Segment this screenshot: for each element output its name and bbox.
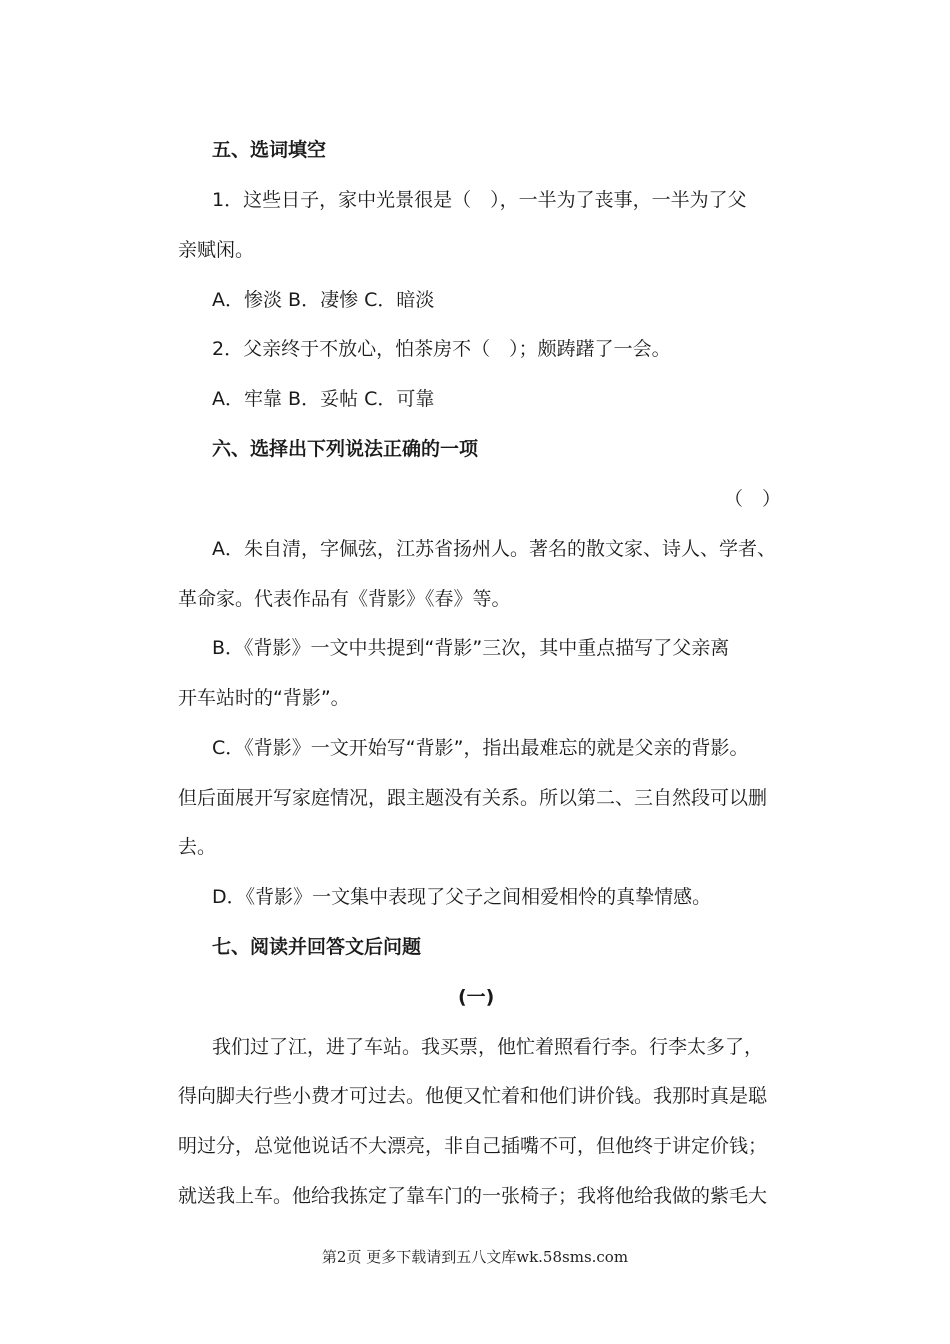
q2-line-1: 2．父亲终于不放心，怕茶房不（ ）；颇踌躇了一会。	[212, 338, 671, 360]
passage-subtitle: (一)	[458, 986, 495, 1008]
option-c-line-2: 但后面展开写家庭情况，跟主题没有关系。所以第二、三自然段可以删	[178, 787, 768, 809]
option-c-line-1: C．《背影》一文开始写“背影”，指出最难忘的就是父亲的背影。	[212, 737, 749, 759]
option-b-line-1: B．《背影》一文中共提到“背影”三次，其中重点描写了父亲离	[212, 637, 730, 659]
passage-line-2: 得向脚夫行些小费才可过去。他便又忙着和他们讲价钱。我那时真是聪	[178, 1085, 768, 1107]
option-a-line-1: A．朱自清，字佩弦，江苏省扬州人。著名的散文家、诗人、学者、	[212, 538, 776, 560]
option-d-line-1: D．《背影》一文集中表现了父子之间相爱相怜的真挚情感。	[212, 886, 712, 908]
section-5-heading: 五、选词填空	[212, 139, 327, 161]
q1-line-2: 亲赋闲。	[178, 239, 255, 261]
option-c-line-3: 去。	[178, 836, 217, 858]
q1-options: A．惨淡 B．凄惨 C．暗淡	[212, 289, 435, 311]
section-6-heading: 六、选择出下列说法正确的一项	[212, 438, 479, 460]
passage-line-1: 我们过了江，进了车站。我买票，他忙着照看行李。行李太多了，	[212, 1036, 764, 1058]
passage-line-3: 明过分，总觉他说话不大漂亮，非自己插嘴不可，但他终于讲定价钱；	[178, 1135, 768, 1157]
option-a-line-2: 革命家。代表作品有《背影》《春》等。	[178, 588, 511, 610]
passage-line-4: 就送我上车。他给我拣定了靠车门的一张椅子；我将他给我做的紫毛大	[178, 1185, 768, 1207]
page-footer: 第2页 更多下载请到五八文库wk.58sms.com	[321, 1248, 629, 1266]
q1-line-1: 1．这些日子，家中光景很是（ ），一半为了丧事，一半为了父	[212, 189, 747, 211]
section-7-heading: 七、阅读并回答文后问题	[212, 936, 422, 958]
q2-options: A．牢靠 B．妥帖 C．可靠	[212, 388, 435, 410]
answer-bracket: （ ）	[724, 488, 782, 510]
option-b-line-2: 开车站时的“背影”。	[178, 687, 350, 709]
